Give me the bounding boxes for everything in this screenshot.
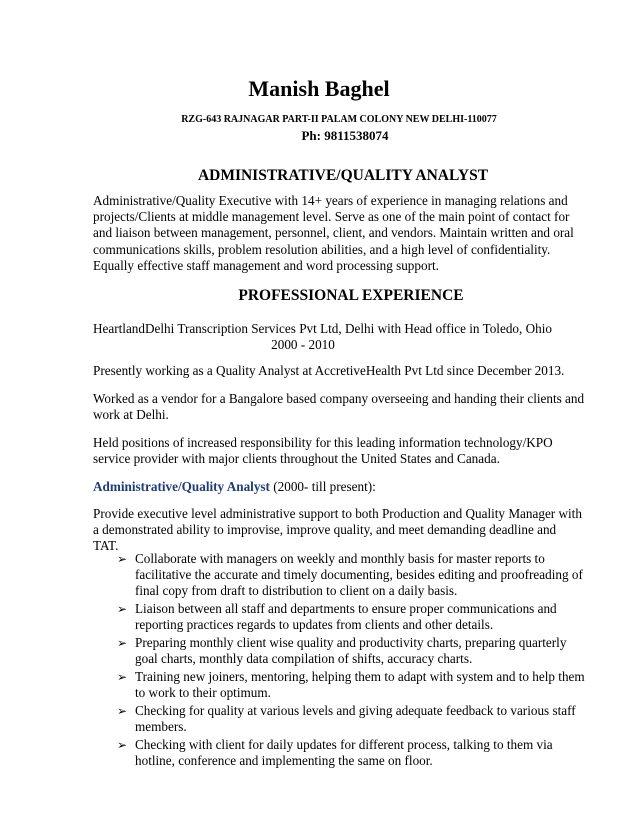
list-item — [117, 669, 585, 701]
list-item-line: Collaborate with managers on weekly and monthly basis for master reports to — [135, 551, 545, 566]
list-item-line: Liaison between all staff and departments to ensure proper communications and — [135, 601, 557, 617]
provide-paragraph — [93, 506, 582, 555]
list-item — [117, 551, 583, 600]
candidate-name: Manish Baghel — [248, 76, 390, 101]
role-period: (2000- till present): — [269, 479, 376, 494]
company-line: HeartlandDelhi Transcription Services Pvt Ltd, Delhi with Head office in Toledo, Ohio — [93, 321, 552, 336]
responsibilities-list — [117, 551, 585, 771]
list-item-line: Checking with client for daily updates for different process, talking to them via — [135, 737, 553, 753]
list-item-line: Checking for quality at various levels and giving adequate feedback to various staff — [135, 703, 576, 719]
positions-paragraph — [93, 435, 573, 467]
provide-line: Provide executive level administrative support to both Production and Quality Manager with — [93, 506, 582, 521]
summary-line: Equally effective staff management and word processing support. — [93, 257, 439, 273]
list-item-line: goal charts, monthly data compilation of shifts, accuracy charts. — [135, 651, 473, 667]
role-title: Administrative/Quality Analyst — [93, 479, 270, 494]
vendor-paragraph — [93, 391, 585, 423]
list-item — [117, 635, 577, 667]
job-title: ADMINISTRATIVE/QUALITY ANALYST — [197, 167, 489, 184]
list-item-line: members. — [135, 719, 187, 735]
list-item — [117, 703, 577, 735]
provide-line: TAT. — [93, 538, 119, 554]
phone-line: Ph: 9811538074 — [301, 128, 389, 143]
vendor-line: work at Delhi. — [93, 407, 169, 423]
present-role-line: Presently working as a Quality Analyst at AccretiveHealth Pvt Ltd since December 2013. — [93, 363, 565, 378]
arrow-bullet-icon: ➢ — [117, 738, 128, 753]
arrow-bullet-icon: ➢ — [117, 704, 128, 719]
experience-years: 2000 - 2010 — [271, 337, 335, 352]
vendor-line: Worked as a vendor for a Bangalore based company overseeing and handing their clients and — [93, 391, 585, 406]
list-item — [117, 601, 577, 633]
arrow-bullet-icon: ➢ — [117, 602, 128, 617]
summary-line: and liaison between management, personnel, client, and vendors. Maintain written and oral — [93, 225, 574, 241]
summary-line: Administrative/Quality Executive with 14+ years of experience in managing relations and — [93, 193, 568, 208]
experience-heading: PROFESSIONAL EXPERIENCE — [238, 287, 464, 304]
arrow-bullet-icon: ➢ — [117, 636, 128, 651]
summary-line: communications skills, problem resolution abilities, and a high level of confidentiality. — [93, 241, 551, 257]
list-item — [117, 737, 577, 769]
list-item-line: final copy from draft to distribution to client on a daily basis. — [135, 583, 458, 599]
positions-line: service provider with major clients throughout the United States and Canada. — [93, 451, 500, 467]
list-item-line: to work to their optimum. — [135, 685, 271, 701]
list-item-line: Preparing monthly client wise quality and productivity charts, preparing quarterly — [135, 635, 567, 651]
summary-paragraph — [93, 193, 573, 274]
arrow-bullet-icon: ➢ — [117, 552, 128, 566]
provide-line: a demonstrated ability to improvise, improve quality, and meet demanding deadline and — [93, 522, 557, 538]
role-heading — [93, 479, 573, 495]
list-item-line: hotline, conference and implementing the same on floor. — [135, 753, 433, 769]
positions-line: Held positions of increased responsibility for this leading information technology/KPO — [93, 435, 553, 450]
summary-line: projects/Clients at middle management level. Serve as one of the main point of contact for — [93, 209, 570, 225]
list-item-line: Training new joiners, mentoring, helping them to adapt with system and to help them — [135, 669, 585, 685]
list-item-line: facilitative the accurate and timely documenting, besides editing and proofreading of — [135, 567, 583, 583]
list-item-line: reporting practices regards to updates from clients and other details. — [135, 617, 494, 633]
arrow-bullet-icon: ➢ — [117, 670, 128, 685]
address-line: RZG-643 RAJNAGAR PART-II PALAM COLONY NEW DELHI-110077 — [181, 114, 497, 125]
